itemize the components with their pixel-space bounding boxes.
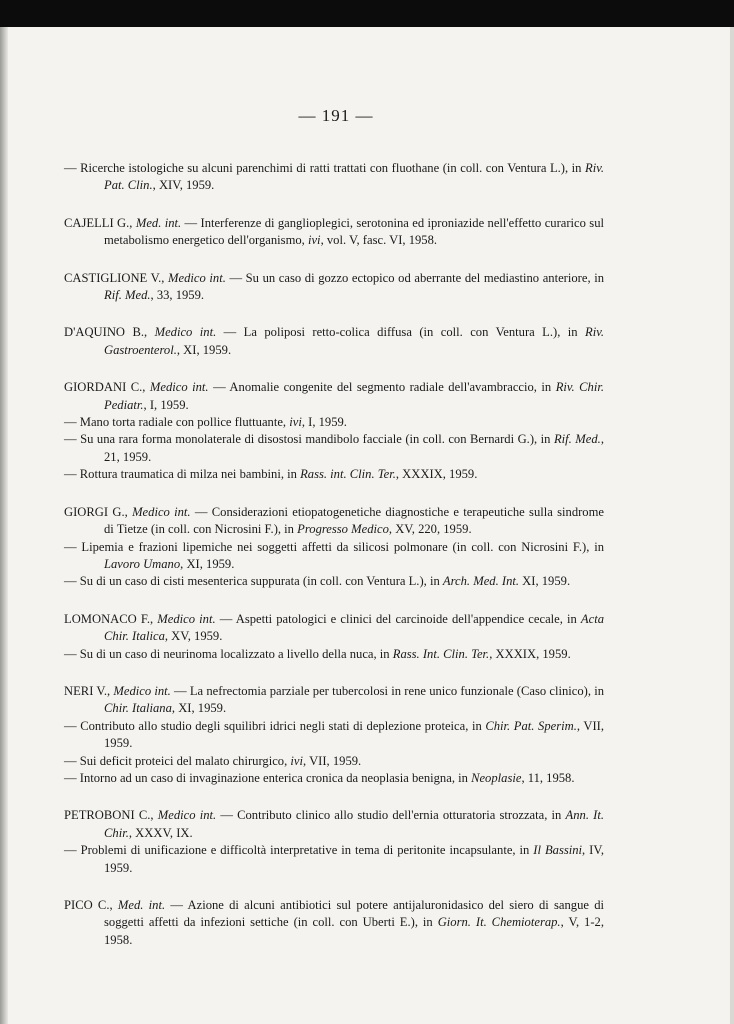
citation-author: LOMONACO F. <box>64 611 151 626</box>
citation-title: Sui deficit proteici del malato chirurgico, <box>79 753 291 768</box>
citation-title: Contributo allo studio degli squilibri idrici negli stati di deplezione proteica, in <box>80 718 486 733</box>
citation-source: Riv. Gastroenterol. <box>104 325 605 357</box>
citation-title: Rottura traumatica di milza nei bambini, in <box>79 467 301 482</box>
continuation-dash: — <box>64 415 80 430</box>
citation-details: , I, 1959. <box>143 397 189 412</box>
citation-source: Neoplasie <box>471 770 522 785</box>
author-separator: , <box>109 898 118 912</box>
citation-item <box>64 770 604 787</box>
author-separator: , <box>144 325 155 340</box>
citation-details: , XXXIX, 1959. <box>489 646 571 661</box>
citation-item <box>64 270 605 305</box>
citation-item <box>64 897 605 949</box>
citation-details: , XI, 1959. <box>176 342 232 357</box>
bibliography-entry <box>64 683 604 787</box>
citation-details: , XI, 1959. <box>171 701 227 716</box>
citation-role: Med. int. <box>117 898 166 912</box>
author-separator: , <box>150 808 158 823</box>
bibliography-entry <box>64 504 604 591</box>
citation-item <box>64 414 604 431</box>
citation-details: XI, 1959. <box>519 574 571 589</box>
citation-item <box>64 646 604 663</box>
citation-details: , vol. V, fasc. VI, 1958. <box>320 233 438 248</box>
citation-role: Medico int. <box>132 504 191 519</box>
citation-role: Medico int. <box>149 380 209 395</box>
citation-details: , XV, 1959. <box>164 629 223 644</box>
citation-source: Chir. Italiana <box>104 701 172 716</box>
citation-source: Lavoro Umano <box>104 556 181 571</box>
citation-title: — Anomalie congenite del segmento radiale dell'avambraccio, in <box>208 380 556 395</box>
citation-title: Intorno ad un caso di invaginazione enterica cronica da neoplasia benigna, in <box>79 770 472 785</box>
citation-source: ivi <box>290 753 303 768</box>
continuation-dash: — <box>64 770 80 785</box>
citation-title: — Contributo clinico allo studio dell'ernia otturatoria strozzata, in <box>216 808 566 823</box>
citation-author: PICO C. <box>64 898 110 912</box>
citation-title: Problemi di unificazione e difficoltà interpretative in tema di peritonite incapsulante, in <box>80 843 534 858</box>
continuation-dash: — <box>64 539 82 554</box>
citation-author: D'AQUINO B. <box>64 325 145 340</box>
citation-source: Rif. Med. <box>553 432 601 447</box>
continuation-dash: — <box>64 753 80 768</box>
continuation-dash: — <box>64 646 80 661</box>
citation-role: Med. int. <box>135 215 182 230</box>
citation-item <box>64 215 605 250</box>
continuation-dash: — <box>64 843 81 858</box>
citation-details: , XV, 220, 1959. <box>388 522 472 537</box>
scan-left-shadow <box>0 27 8 1024</box>
citation-title: Su una rara forma monolaterale di disostosi mandibolo facciale (in coll. con Bernardi G.), in <box>80 432 554 447</box>
citation-item <box>64 842 604 877</box>
citation-details: , XI, 1959. <box>180 556 235 571</box>
citation-role: Medico int. <box>113 683 171 698</box>
citation-item <box>64 504 604 539</box>
citation-item <box>64 160 604 195</box>
citation-source: Rass. Int. Clin. Ter. <box>392 646 490 661</box>
author-separator: , <box>161 270 169 285</box>
citation-title: — Considerazioni etiopatogenetiche diagnostiche e terapeutiche sulla sindrome di Tietze (in coll. con Nicrosini F.), in <box>104 504 604 537</box>
citation-title: — Su un caso di gozzo ectopico od aberrante del mediastino anteriore, in <box>225 270 605 285</box>
bibliography-entry <box>64 807 604 877</box>
bibliography-entry <box>64 215 604 250</box>
bibliography-entry <box>64 324 604 359</box>
citation-role: Medico int. <box>168 270 226 285</box>
citation-source: Rif. Med. <box>104 288 151 303</box>
author-separator: , <box>142 380 150 395</box>
citation-source: Ann. It. Chir. <box>104 808 604 840</box>
continuation-dash: — <box>64 161 81 175</box>
citation-details: , IV, 1959. <box>104 843 604 875</box>
citation-item <box>64 324 605 359</box>
bibliography-entry <box>64 611 604 663</box>
citation-title: — Aspetti patologici e clinici del carcinoide dell'appendice cecale, in <box>215 611 581 626</box>
citation-title: Ricerche istologiche su alcuni parenchimi di ratti trattati con fluothane (in coll. con Ventura L.), in <box>80 161 585 175</box>
author-separator: , <box>129 215 136 230</box>
citation-title: Su di un caso di cisti mesenterica suppurata (in coll. con Ventura L.), in <box>79 574 443 589</box>
citation-source: Progresso Medico <box>297 522 389 537</box>
author-separator: , <box>107 683 114 698</box>
citation-role: Medico int. <box>157 611 216 626</box>
citation-role: Medico int. <box>154 325 217 340</box>
citation-item <box>64 611 605 646</box>
citation-details: , 33, 1959. <box>150 288 205 303</box>
citation-source: Acta Chir. Italica <box>104 611 605 644</box>
citation-item <box>64 807 604 842</box>
citation-author: NERI V. <box>64 683 107 698</box>
page-number: — 191 — <box>298 106 374 125</box>
citation-source: Chir. Pat. Sperim. <box>485 718 577 733</box>
citation-details: , I, 1959. <box>301 415 347 430</box>
citation-details: , V, 1-2, 1958. <box>104 915 604 947</box>
citation-item <box>64 379 605 414</box>
scan-top-border <box>0 0 734 27</box>
citation-author: PETROBONI C. <box>64 808 151 823</box>
citation-title: Mano torta radiale con pollice fluttuante, <box>79 415 290 430</box>
citation-details: , XXXV, IX. <box>128 825 193 840</box>
citation-source: ivi <box>289 415 302 430</box>
continuation-dash: — <box>64 467 80 482</box>
citation-title: — Interferenze di ganglioplegici, serotonina ed iproniazide nell'effetto curarico sul metabolismo energetico dell'organismo, <box>104 215 605 248</box>
citation-title: — La nefrectomia parziale per tubercolosi in rene unico funzionale (Caso clinico), in <box>170 683 604 698</box>
bibliography-entry <box>64 379 604 483</box>
citation-title: — La poliposi retto-colica diffusa (in coll. con Ventura L.), in <box>216 325 586 340</box>
bibliography-list <box>64 160 604 969</box>
citation-title: Lipemia e frazioni lipemiche nei soggetti affetti da silicosi polmonare (in coll. con Nicrosini F.), in <box>81 539 604 554</box>
citation-author: GIORGI G. <box>64 504 125 519</box>
citation-source: Riv. Chir. Pediatr. <box>104 380 605 412</box>
citation-item <box>64 683 604 718</box>
bibliography-entry <box>64 270 604 305</box>
citation-source: Il Bassini <box>533 843 583 858</box>
citation-details: , 21, 1959. <box>104 432 604 464</box>
citation-item <box>64 573 604 590</box>
continuation-dash: — <box>64 574 80 589</box>
citation-role: Medico int. <box>157 808 217 823</box>
citation-item <box>64 431 604 466</box>
citation-source: Arch. Med. Int. <box>442 574 520 589</box>
citation-item <box>64 718 605 753</box>
author-separator: , <box>124 504 133 519</box>
citation-details: , 11, 1958. <box>521 770 575 785</box>
citation-details: , XIV, 1959. <box>152 178 215 193</box>
scan-right-edge <box>730 27 734 1024</box>
continuation-dash: — <box>64 718 81 733</box>
citation-title: — Azione di alcuni antibiotici sul potere antijaluronidasico del siero di sangue di soggetti affetti da infezioni settiche (in coll. con Uberti E.), in <box>104 898 605 930</box>
citation-author: CASTIGLIONE V. <box>64 270 162 285</box>
citation-title: Su di un caso di neurinoma localizzato a livello della nuca, in <box>79 646 393 661</box>
citation-source: Rass. int. Clin. Ter. <box>300 467 396 482</box>
author-separator: , <box>150 611 158 626</box>
citation-source: ivi <box>307 233 321 248</box>
citation-source: Riv. Pat. Clin. <box>104 161 604 193</box>
citation-item <box>64 753 604 770</box>
citation-author: GIORDANI C. <box>64 380 143 395</box>
citation-item <box>64 466 604 483</box>
citation-source: Giorn. It. Chemioterap. <box>437 915 561 930</box>
citation-item <box>64 539 604 574</box>
citation-author: CAJELLI G. <box>64 215 130 230</box>
citation-details: , VII, 1959. <box>303 753 362 768</box>
continuation-dash: — <box>64 432 81 447</box>
citation-details: , XXXIX, 1959. <box>395 467 478 482</box>
bibliography-entry <box>64 897 604 949</box>
bibliography-entry <box>64 160 604 195</box>
citation-details: , VII, 1959. <box>104 718 605 751</box>
